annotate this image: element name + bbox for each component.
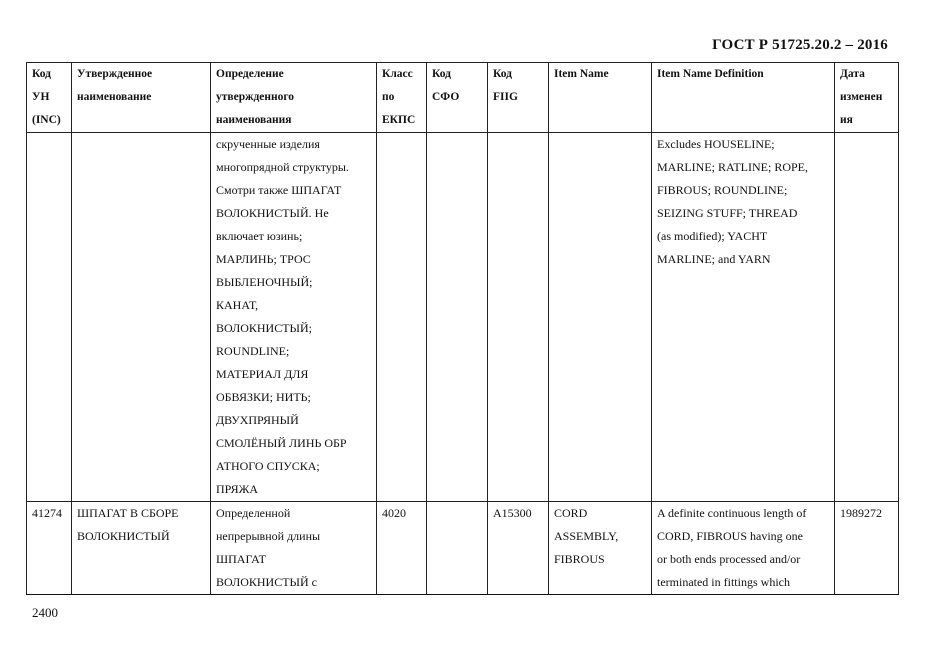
cell-line: or both ends processed and/or <box>657 552 801 566</box>
cell-line: КАНАТ, <box>216 298 259 312</box>
cell-ekps-class <box>377 133 427 502</box>
header-line: Утвержденное <box>77 68 153 80</box>
header-line: по <box>382 91 395 103</box>
cell-item-name <box>549 133 652 502</box>
cell-item-name-definition <box>652 133 835 502</box>
cell-sfo-code <box>427 502 488 595</box>
catalog-table <box>26 62 899 595</box>
table-row-continuation <box>27 133 899 502</box>
header-line: ЕКПС <box>382 114 416 126</box>
cell-line: A definite continuous length of <box>657 506 807 520</box>
cell-line: ВОЛОКНИСТЫЙ <box>77 529 170 543</box>
cell-line: ШПАГАТ <box>216 552 267 566</box>
cell-line: terminated in fittings which <box>657 575 790 589</box>
cell-line: ВОЛОКНИСТЫЙ. Не <box>216 206 329 220</box>
cell-change-date: 1989272 <box>835 502 899 595</box>
header-item-name-definition <box>652 63 835 133</box>
cell-line: ШПАГАТ В СБОРЕ <box>77 506 179 520</box>
header-line: Класс <box>382 68 413 80</box>
cell-fiig-code <box>488 133 549 502</box>
cell-ekps-class: 4020 <box>377 502 427 595</box>
cell-inc: 41274 <box>27 502 72 595</box>
header-line: СФО <box>432 91 460 103</box>
cell-line: MARLINE; and YARN <box>657 252 771 266</box>
cell-line: МАТЕРИАЛ ДЛЯ <box>216 367 309 381</box>
cell-line: ПРЯЖА <box>216 482 259 496</box>
header-ekps-class <box>377 63 427 133</box>
cell-line: Смотри также ШПАГАТ <box>216 183 342 197</box>
cell-line: CORD <box>554 506 588 520</box>
header-line: FIIG <box>493 91 518 103</box>
header-line: Код <box>32 68 52 80</box>
header-line: изменен <box>840 91 883 103</box>
cell-line: СМОЛЁНЫЙ ЛИНЬ ОБР <box>216 436 347 450</box>
header-line: Item Name Definition <box>657 68 764 80</box>
header-line: ия <box>840 114 853 126</box>
header-line: утвержденного <box>216 91 295 103</box>
cell-line: включает юзинь; <box>216 229 303 243</box>
cell-line: Excludes HOUSELINE; <box>657 137 775 151</box>
cell-line: ВОЛОКНИСТЫЙ с <box>216 575 318 589</box>
header-line: Item Name <box>554 68 609 80</box>
page-number: 2400 <box>32 605 58 620</box>
cell-line: Определенной <box>216 506 291 520</box>
cell-line: скрученные изделия <box>216 137 320 151</box>
cell-line: ВЫБЛЕНОЧНЫЙ; <box>216 275 313 289</box>
header-line: Код <box>432 68 452 80</box>
header-sfo-code <box>427 63 488 133</box>
header-fiig-code <box>488 63 549 133</box>
cell-line: CORD, FIBROUS having one <box>657 529 804 543</box>
header-definition <box>211 63 377 133</box>
header-line: Код <box>493 68 513 80</box>
cell-line: АТНОГО СПУСКА; <box>216 459 320 473</box>
cell-line: ВОЛОКНИСТЫЙ; <box>216 321 313 335</box>
cell-line: FIBROUS; ROUNDLINE; <box>657 183 788 197</box>
header-item-name <box>549 63 652 133</box>
header-line: Определение <box>216 68 284 80</box>
header-line: Дата <box>840 68 865 80</box>
cell-approved-name <box>72 133 211 502</box>
cell-line: ROUNDLINE; <box>216 344 290 358</box>
cell-sfo-code <box>427 133 488 502</box>
cell-change-date <box>835 133 899 502</box>
header-line: наименование <box>77 91 152 103</box>
table-header-row <box>27 63 899 133</box>
header-line: наименования <box>216 114 292 126</box>
header-approved-name <box>72 63 211 133</box>
cell-fiig-code: A15300 <box>488 502 549 595</box>
header-inc <box>27 63 72 133</box>
cell-line: непрерывной длины <box>216 529 321 543</box>
cell-line: МАРЛИНЬ; ТРОС <box>216 252 311 266</box>
cell-line: (as modified); YACHT <box>657 229 768 243</box>
cell-line: ОБВЯЗКИ; НИТЬ; <box>216 390 311 404</box>
header-change-date <box>835 63 899 133</box>
cell-line: FIBROUS <box>554 552 605 566</box>
cell-item-name <box>549 502 652 595</box>
document-standard-header: ГОСТ Р 51725.20.2 – 2016 <box>712 37 888 53</box>
header-line: УН <box>32 91 50 103</box>
table-row-41274 <box>27 502 899 595</box>
cell-definition <box>211 133 377 502</box>
cell-line: многопрядной структуры. <box>216 160 349 174</box>
cell-line: ASSEMBLY, <box>554 529 619 543</box>
cell-line: MARLINE; RATLINE; ROPE, <box>657 160 808 174</box>
cell-item-name-definition <box>652 502 835 595</box>
cell-inc <box>27 133 72 502</box>
header-line: (INC) <box>32 114 61 126</box>
cell-definition <box>211 502 377 595</box>
cell-approved-name <box>72 502 211 595</box>
cell-line: SEIZING STUFF; THREAD <box>657 206 798 220</box>
cell-line: ДВУХПРЯНЫЙ <box>216 413 299 427</box>
